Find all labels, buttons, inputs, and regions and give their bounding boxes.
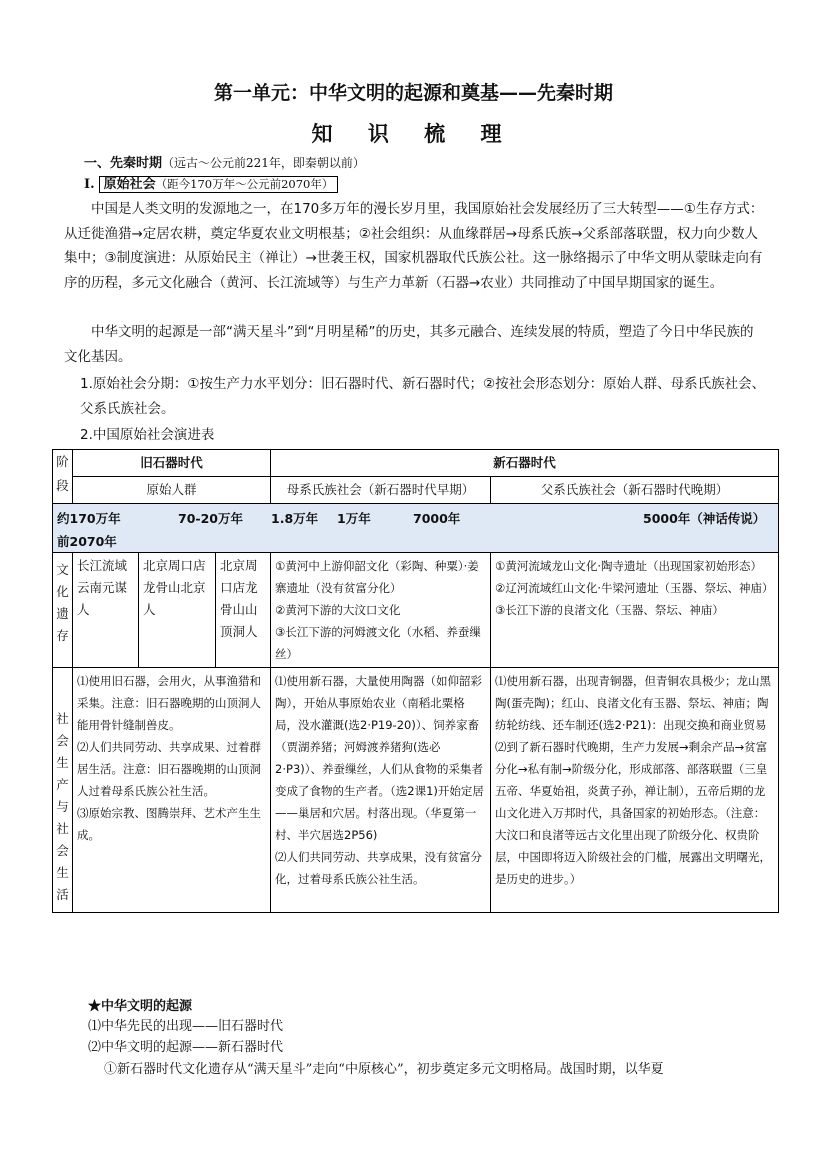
- relic-matri-3: ③长江下游的河姆渡文化（水稻、养蚕缫丝）: [275, 625, 481, 661]
- primitive-group-header: 原始人群: [73, 477, 271, 504]
- origin-line-2: ⑵中华文明的起源——新石器时代: [88, 1040, 284, 1055]
- subsection-note: （距今170万年～公元前2070年）: [155, 177, 334, 191]
- relics-matriarchal: [271, 553, 491, 668]
- new-stone-age-header: 新石器时代: [271, 450, 779, 477]
- matriarchal-header: 母系氏族社会（新石器时代早期）: [271, 477, 491, 504]
- life-patri-2: ⑵到了新石器时代晚期，生产力发展→剩余产品→贫富分化→私有制→阶级分化，形成部落、部落联盟（三皇五帝、华夏始祖，炎黄子孙，禅让制），五帝后期的龙山文化进入万邦时代，具备国家的初始形态。（注意：大汶口和良渚等远古文化里出现了阶级分化、权贵阶层，中国即将迈入阶级社会的门槛，展露出文明曙光，是历史的进步。）: [495, 740, 772, 886]
- relic-beijing: 北京周口店龙骨山北京人: [139, 553, 216, 668]
- life-old-1: ⑴使用旧石器，会用火，从事渔猎和采集。注意：旧石器晚期的山顶洞人能用骨针缝制兽皮。: [77, 674, 261, 732]
- relic-patri-3: ③长江下游的良渚文化（玉器、祭坛、神庙）: [495, 603, 724, 617]
- relic-matri-1: ①黄河中上游仰韶文化（彩陶、种粟）·姜寨遗址（没有贫富分化）: [275, 559, 479, 595]
- unit-title: 第一单元：中华文明的起源和奠基——先秦时期: [213, 82, 613, 104]
- table-caption: 2.中国原始社会演进表: [80, 427, 215, 443]
- timeline-t3: 1.8万年: [271, 511, 319, 526]
- paragraph-periods: 1.原始社会分期：①按生产力水平划分：旧石器时代、新石器时代；②按社会形态划分：原始人群、母系氏族社会、父系氏族社会。: [80, 376, 766, 417]
- stage-label-bottom: 段: [56, 478, 69, 493]
- life-old-3: ⑶原始宗教、图腾崇拜、艺术产生生成。: [77, 806, 261, 842]
- relic-patri-2: ②辽河流域红山文化·牛梁河遗址（玉器、祭坛、神庙）: [495, 581, 774, 595]
- origin-line-1: ⑴中华先民的出现——旧石器时代: [88, 1019, 284, 1034]
- life-matri-1: ⑴使用新石器，大量使用陶器（如仰韶彩陶），开始从事原始农业（南稻北粟格局，没水灌溉(选2·P19-20)）、饲养家畜（贾湖养猪；河姆渡养猪狗(选必2·P3)）、养蚕缫丝，人们从食物的采集者变成了食物的生产者。（选2课1)开始定居——巢居和穴居。村落出现。（华夏第一村、半穴居选2P56): [275, 674, 484, 842]
- life-old-2: ⑵人们共同劳动、共享成果、过着群居生活。注意：旧石器晚期的山顶洞人过着母系氏族公社生活。: [77, 740, 261, 798]
- timeline-t4: 1万年: [337, 511, 371, 526]
- primitive-society-table: [52, 449, 779, 913]
- relic-shandingdong: 北京周口店龙骨山山顶洞人: [216, 553, 271, 668]
- paragraph-origin: 中华文明的起源是一部“满天星斗”到“月明星稀”的历史，其多元融合、连续发展的特质，塑造了今日中华民族的文化基因。: [64, 324, 754, 365]
- section-heading-label: 一、先秦时期: [84, 156, 163, 171]
- subsection-heading: [84, 173, 338, 192]
- stage-label-cell: [53, 450, 73, 504]
- timeline-t7: 前2070年: [57, 534, 117, 549]
- timeline-t5: 7000年: [413, 511, 461, 526]
- relic-matri-2: ②黄河下游的大汶口文化: [275, 603, 401, 617]
- life-label: 社会生产与社会生活: [53, 668, 73, 913]
- relic-yuanmou: 长江流域云南元谋人: [73, 553, 139, 668]
- life-patri-1: ⑴使用新石器，出现青铜器，但青铜农具极少；龙山黑陶(蛋壳陶)；红山、良渚文化有玉器、祭坛、神庙；陶纺轮纺线、还车制还(选2·P21)：出现交换和商业贸易: [495, 674, 772, 732]
- life-matriarchal: [271, 668, 491, 913]
- stage-label-top: 阶: [56, 454, 69, 469]
- life-old-stone: [73, 668, 271, 913]
- timeline-t6: 5000年（神话传说）: [643, 511, 766, 526]
- relics-patriarchal: [491, 553, 779, 668]
- origin-heading: ★中华文明的起源: [88, 999, 193, 1014]
- old-stone-age-header: 旧石器时代: [73, 450, 271, 477]
- section-heading: [84, 152, 365, 171]
- timeline-row: [53, 504, 779, 553]
- paragraph-intro: 中国是人类文明的发源地之一，在170多万年的漫长岁月里，我国原始社会发展经历了三大转型——①生存方式：从迁徙渔猎→定居农耕，奠定华夏农业文明根基；②社会组织：从血缘群居→母系氏族→父系部落联盟，权力向少数人集中；③制度演进：从原始民主（禅让）→世袭王权，国家机器取代氏族公社。这一脉络揭示了中华文明从蒙昧走向有序的历程，多元文化融合（黄河、长江流域等）与生产力革新（石器→农业）共同推动了中国早期国家的诞生。: [64, 201, 764, 291]
- subsection-box: [99, 176, 339, 193]
- life-patriarchal: [491, 668, 779, 913]
- subsection-label: 原始社会: [103, 177, 156, 192]
- section-subtitle: 知 识 梳 理: [311, 121, 516, 146]
- timeline: [53, 504, 778, 552]
- subsection-number: Ⅰ.: [84, 177, 95, 192]
- timeline-t1: 约170万年: [57, 511, 121, 526]
- timeline-t2: 70-20万年: [178, 511, 243, 526]
- section-heading-note: （远古～公元前221年，即秦朝以前）: [162, 156, 365, 170]
- patriarchal-header: 父系氏族社会（新石器时代晚期）: [491, 477, 779, 504]
- relic-patri-1: ①黄河流域龙山文化·陶寺遗址（出现国家初始形态）: [495, 559, 762, 573]
- life-matri-2: ⑵人们共同劳动、共享成果，没有贫富分化，过着母系氏族公社生活。: [275, 850, 483, 886]
- relics-label: 文化遗存: [53, 553, 73, 668]
- origin-line-3: ①新石器时代文化遗存从“满天星斗”走向“中原核心”，初步奠定多元文明格局。战国时期，以华夏: [104, 1062, 664, 1077]
